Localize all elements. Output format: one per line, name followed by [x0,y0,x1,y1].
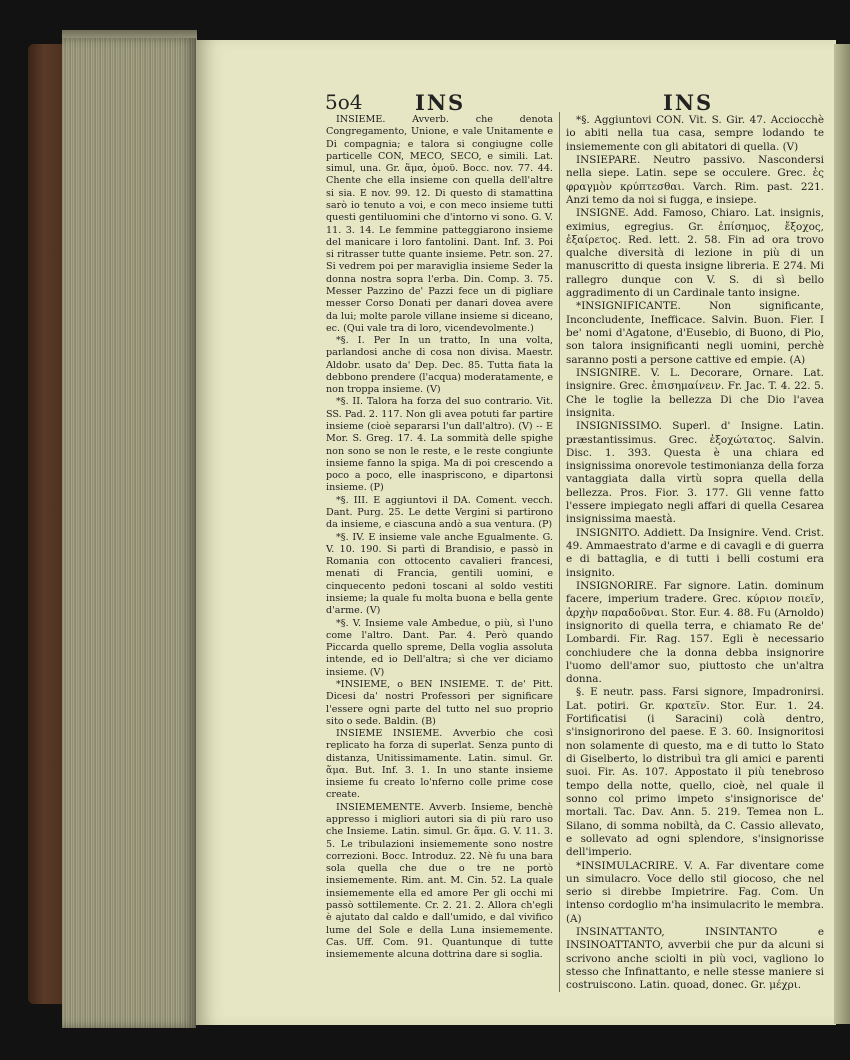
entry-ben-insieme: *INSIEME, o BEN INSIEME. T. de' Pitt. Dicesi da' nostri Professori per significare l'essere ogni parte del tutto nel suo proprio sito o sede. Baldin. (B) [326,678,553,727]
entry-insieme-s4: *§. IV. E insieme vale anche Egualmente. G. V. 10. 190. Si partì di Brandisio, e passò in Romania con ottocento cavalieri francesi, menati di Francia, gentili uomini, e cinquecento pedoni toscani al soldo vestiti insieme; la quale fu molta buona e bella gente d'arme. (V) [326,531,553,617]
running-head-left: INS [415,90,466,115]
entry-insieme-s3: *§. III. E aggiuntovi il DA. Coment. vecch. Dant. Purg. 25. Le dette Vergini si partirono da insieme, e ciascuna andò a sua ventura. (P) [326,494,553,531]
entry-insieme-s5: *§. V. Insieme vale Ambedue, o più, sì l'uno come l'altro. Dant. Par. 4. Però quando Piccarda quello spreme, Della voglia assoluta intende, ed io Dell'altra; sì che ver diciamo insieme. (V) [326,617,553,678]
column-divider [559,112,560,992]
page-block-fore-edge [62,38,196,1028]
entry-insiepare: INSIEPARE. Neutro passivo. Nascondersi nella siepe. Latin. sepe se occulere. Grec. ἐς φραγμὸν κρύπτεσθαι. Varch. Rim. past. 221. Anzi temo da noi si fugga, e insiepe. [566,153,824,206]
running-head-right: INS [663,90,714,115]
entry-insignorire: INSIGNORIRE. Far signore. Latin. dominum facere, imperium tradere. Grec. κύριον ποιεῖν, ἀρχὴν παραδοῦναι. Stor. Eur. 4. 88. Fu (Arnoldo) insignorito di quella terra, e chiamato Re de' Lombardi. Fir. Rag. 157. Egli è necessario conchiudere che la donna debba insignorire l'uomo dell'amor suo, piuttosto che un'altra donna. [566,579,824,686]
left-column [326,114,553,961]
entry-insignire: INSIGNIRE. V. L. Decorare, Ornare. Lat. insignire. Grec. ἐπισημαίνειν. Fr. Jac. T. 4. 22. 5. Che le toglie la bellezza Di che Dio l'avea insignita. [566,366,824,419]
entry-insieme-insieme: INSIEME INSIEME. Avverbio che così replicato ha forza di superlat. Senza punto di distanza, Unitissimamente. Latin. simul. Gr. ἅμα. But. Inf. 3. 1. In uno stante insieme insieme fu creato lo'nferno colle prime cose create. [326,728,553,801]
entry-insignorire-neutr: §. E neutr. pass. Farsi signore, Impadronirsi. Lat. potiri. Gr. κρατεῖν. Stor. Eur. 1. 24. Fortificatisi (i Saracini) colà dentro, s'insignorirono del paese. E 3. 60. Insignoritosi non solamente di questo, ma e di tutto lo Stato di Giselberto, lo distribuì tra gli amici e parenti suoi. Fir. As. 107. Appostato il più tenebroso tempo della notte, quello, cioè, nel quale il sonno col primo impeto s'insignorisce de' mortali. Tac. Dav. Ann. 5. 219. Temea non L. Silano, di somma nobiltà, da C. Cassio allevato, e sollevato ad ogni splendore, s'insignorisse dell'imperio. [566,686,824,859]
entry-insigne: INSIGNE. Add. Famoso, Chiaro. Lat. insignis, eximius, egregius. Gr. ἐπίσημος, ἔξοχος, ἐξαίρετος. Red. lett. 2. 58. Fin ad ora trovo qualche diversità di lezione in più di un manuscritto di questa insigne libreria. E 274. Mi rallegro dunque con V. S. di sì bello aggradimento di un Cardinale tanto insigne. [566,207,824,300]
entry-insimulacrire: *INSIMULACRIRE. V. A. Far diventare come un simulacro. Voce dello stil giocoso, che nel serio si direbbe Impietrire. Fag. Com. Un intenso cordoglio m'ha insimulacrito le membra. (A) [566,859,824,925]
entry-insieme: INSIEME. Avverb. che denota Congregamento, Unione, e vale Unitamente e Di compagnia; e talora si congiugne colle particelle CON, MECO, SECO, e simili. Lat. simul, una. Gr. ἅμα, ὁμοῦ. Bocc. nov. 77. 44. Chente che ella insieme con quella dell'altre si sia. E nov. 99. 12. Di questo di stamattina sarò io tenuto a voi, e con meco insieme tutti questi gentiluomini che d'intorno vi sono. G. V. 11. 3. 14. Le femmine patteggiarono insieme del manicare i loro fantolini. Dant. Inf. 3. Poi si ritrasser tutte quante insieme. Petr. son. 27. Si vedrem poi per maraviglia insieme Seder la donna nostra sopra l'erba. Din. Comp. 3. 75. Messer Pazzino de' Pazzi fece un di pigliare messer Corso Donati per danari dovea avere da lui; molte parole villane insieme si diceano, ec. (Qui vale tra di loro, vicendevolmente.) [326,114,553,334]
entry-insieme-s1: *§. I. Per In un tratto, In una volta, parlandosi anche di cosa non divisa. Maestr. Aldobr. usato da' Dep. Dec. 85. Tutta fiata la debbono prendere (l'acqua) moderatamente, e non troppa insieme. (V) [326,335,553,396]
entry-insiememente: INSIEMEMENTE. Avverb. Insieme, benchè appresso i migliori autori sia di più raro uso che Insieme. Latin. simul. Gr. ἅμα. G. V. 11. 3. 5. Le tribulazioni insiememente sono nostre correzioni. Bocc. Introduz. 22. Nè fu una bara sola quella che due o tre ne portò insiememente. Rim. ant. M. Cin. 52. La quale insiememente ella ed amore Per gli occhi mi passò sottilemente. Cr. 2. 21. 2. Allora ch'egli è ajutato dal caldo e dall'umido, e dal vivifico lume del Sole e della Luna insiememente. Cas. Uff. Com. 91. Quantunque di tutte insiememente alcuna dottrina dare si soglia. [326,801,553,961]
entry-insignito: INSIGNITO. Addiett. Da Insignire. Vend. Crist. 49. Ammaestrato d'arme e di cavagli e di guerra e di battaglia, e di tutti i belli costumi era insignito. [566,526,824,579]
next-page-edge [834,44,850,1024]
entry-insignissimo: INSIGNISSIMO. Superl. d' Insigne. Latin. præstantissimus. Grec. ἐξοχώτατος. Salvin. Disc. 1. 393. Questa è una chiara ed insignissima onorevole testimonianza della forza vantaggiata dalla virtù sopra quella della bellezza. Pros. Fior. 3. 177. Gli venne fatto l'essere impiegato negli affari di quella Cesarea insignissima maestà. [566,420,824,526]
entry-aggiuntovi-con: *§. Aggiuntovi CON. Vit. S. Gir. 47. Acciocchè io abiti nella tua casa, sempre lodando te insiememente con gli abitatori di quella. (V) [566,114,824,153]
entry-insignificante: *INSIGNIFICANTE. Non significante, Inconcludente, Inefficace. Salvin. Buon. Fier. I be' nomi d'Agatone, d'Eusebio, di Buono, di Pio, son talora insignificanti negli uomini, perchè saranno posti a persone cattive ed empie. (A) [566,300,824,366]
entry-insinattanto: INSINATTANTO, INSINTANTO e INSINOATTANTO, avverbii che pur da alcuni si scrivono anche sciolti in più voci, vagliono lo stesso che Infinattanto, e nelle stesse maniere si costruiscono. Latin. quoad, donec. Gr. μέχρι. [566,926,824,992]
page-number: 5o4 [325,90,363,114]
entry-insieme-s2: *§. II. Talora ha forza del suo contrario. Vit. SS. Pad. 2. 117. Non gli avea potuti far partire insieme (cioè separarsi l'un dall'altro). (V) -- E Mor. S. Greg. 17. 4. La sommità delle spighe non sono se non le reste, e le reste congiunte insieme fanno la spiga. Ma di poi crescendo a poco a poco, elle inaspriscono, e dipartonsi insieme. (P) [326,396,553,494]
right-column [566,114,824,994]
